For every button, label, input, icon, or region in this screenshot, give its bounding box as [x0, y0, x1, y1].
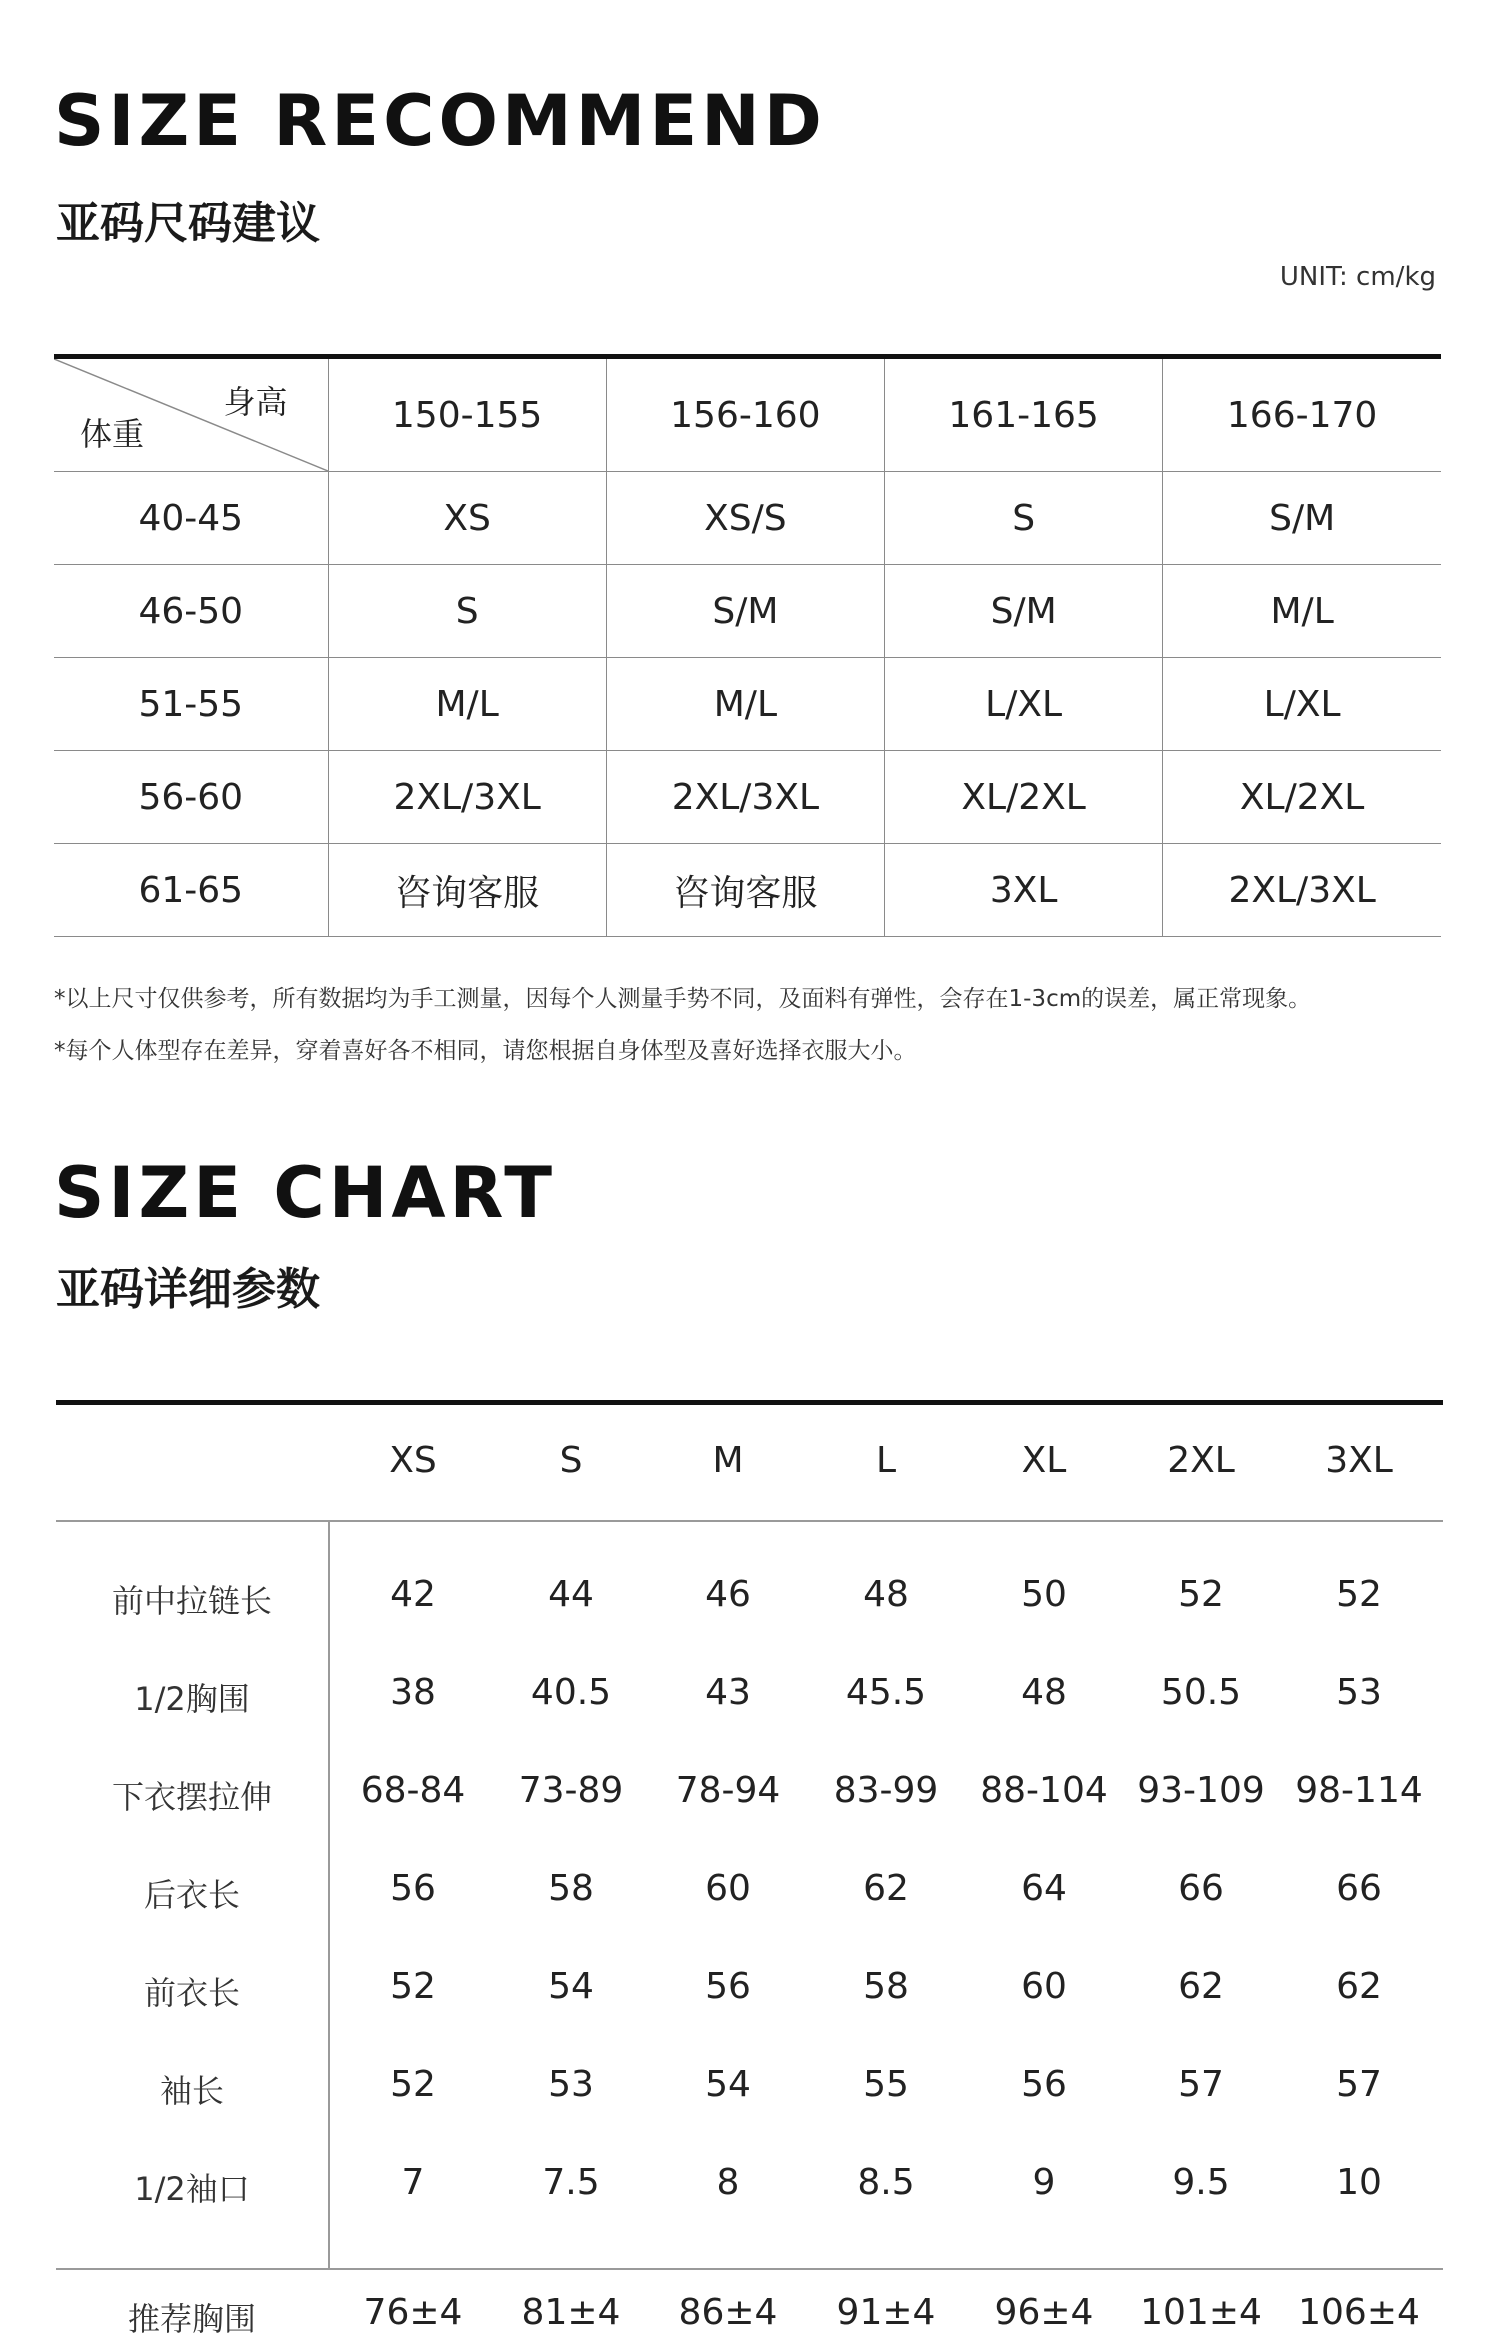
- size-cell: S: [328, 565, 606, 658]
- table-cell: 53: [548, 2064, 594, 2105]
- table-cell: 53: [1336, 1672, 1382, 1713]
- table-cell: 96±4: [994, 2292, 1094, 2333]
- table-cell: 43: [705, 1672, 751, 1713]
- table-cell: 52: [1178, 1574, 1224, 1615]
- recommend-notes: [54, 973, 1311, 1077]
- table-cell: 10: [1336, 2162, 1382, 2203]
- table-cell: 54: [548, 1966, 594, 2007]
- weight-cell: 51-55: [54, 658, 328, 751]
- table-cell: 106±4: [1298, 2292, 1420, 2333]
- row-label: 1/2胸围: [134, 1680, 250, 1718]
- table-cell: 78-94: [675, 1770, 781, 1811]
- table-cell: 44: [548, 1574, 594, 1615]
- size-cell: M/L: [328, 658, 606, 751]
- size-cell: XS: [328, 472, 606, 565]
- table-cell: 8.5: [857, 2162, 915, 2203]
- height-header: 161-165: [885, 357, 1163, 472]
- row-label: 前中拉链长: [111, 1582, 272, 1620]
- size-cell: S/M: [885, 565, 1163, 658]
- size-header: L: [875, 1440, 897, 1481]
- chart-label-divider: [328, 1520, 330, 2270]
- size-header: XS: [389, 1440, 437, 1481]
- table-cell: 48: [1021, 1672, 1067, 1713]
- table-cell: 76±4: [363, 2292, 463, 2333]
- corner-cell: [54, 357, 328, 472]
- size-header: XL: [1021, 1440, 1067, 1481]
- size-cell: M/L: [606, 658, 884, 751]
- row-label: 后衣长: [143, 1876, 240, 1914]
- size-cell: 2XL/3XL: [1163, 844, 1441, 937]
- table-cell: 58: [548, 1868, 594, 1909]
- table-cell: 52: [390, 2064, 436, 2105]
- table-cell: 56: [390, 1868, 436, 1909]
- unit-label: UNIT: cm/kg: [1279, 262, 1436, 292]
- table-cell: 101±4: [1140, 2292, 1262, 2333]
- table-cell: 83-99: [833, 1770, 939, 1811]
- chart-row-rule: [56, 2268, 1443, 2270]
- row-label: 下衣摆拉伸: [111, 1778, 272, 1816]
- table-cell: 38: [390, 1672, 436, 1713]
- table-cell: 66: [1336, 1868, 1382, 1909]
- table-cell: 50.5: [1160, 1672, 1242, 1713]
- size-header: S: [559, 1440, 583, 1481]
- row-label: 推荐胸围: [127, 2300, 256, 2338]
- table-cell: 60: [1021, 1966, 1067, 2007]
- table-cell: 86±4: [678, 2292, 778, 2333]
- table-cell: 66: [1178, 1868, 1224, 1909]
- size-cell: 2XL/3XL: [328, 751, 606, 844]
- note-line: *以上尺寸仅供参考，所有数据均为手工测量，因每个人测量手势不同，及面料有弹性，会存在1-3cm的误差，属正常现象。: [54, 986, 1312, 1012]
- table-cell: 91±4: [836, 2292, 936, 2333]
- table-cell: 58: [863, 1966, 909, 2007]
- table-cell: 81±4: [521, 2292, 621, 2333]
- size-recommend-table: [54, 354, 1441, 937]
- weight-cell: 40-45: [54, 472, 328, 565]
- table-cell: 40.5: [530, 1672, 612, 1713]
- size-cell: S/M: [1163, 472, 1441, 565]
- height-header: 166-170: [1163, 357, 1441, 472]
- corner-height-label: 身高: [223, 383, 288, 421]
- table-cell: 9.5: [1172, 2162, 1230, 2203]
- table-cell: 64: [1021, 1868, 1067, 1909]
- table-row: [54, 472, 1441, 565]
- table-cell: 54: [705, 2064, 751, 2105]
- table-cell: 46: [705, 1574, 751, 1615]
- table-cell: 42: [390, 1574, 436, 1615]
- table-row: [54, 751, 1441, 844]
- chart-top-rule: [56, 1400, 1443, 1405]
- table-row: [54, 565, 1441, 658]
- table-cell: 55: [863, 2064, 909, 2105]
- height-header: 156-160: [606, 357, 884, 472]
- weight-cell: 61-65: [54, 844, 328, 937]
- size-cell: 咨询客服: [606, 844, 884, 937]
- table-cell: 7: [401, 2162, 425, 2203]
- size-cell: XS/S: [606, 472, 884, 565]
- recommend-title-cn: 亚码尺码建议: [56, 198, 320, 249]
- size-cell: S: [885, 472, 1163, 565]
- size-cell: XL/2XL: [1163, 751, 1441, 844]
- note-line: *每个人体型存在差异，穿着喜好各不相同，请您根据自身体型及喜好选择衣服大小。: [54, 1038, 917, 1064]
- size-cell: 咨询客服: [328, 844, 606, 937]
- chart-title-en: SIZE CHART: [54, 1152, 557, 1234]
- row-label: 袖长: [159, 2072, 224, 2110]
- size-cell: L/XL: [885, 658, 1163, 751]
- table-cell: 62: [1336, 1966, 1382, 2007]
- table-cell: 62: [863, 1868, 909, 1909]
- table-cell: 7.5: [542, 2162, 600, 2203]
- size-cell: M/L: [1163, 565, 1441, 658]
- size-cell: 3XL: [885, 844, 1163, 937]
- table-row: [54, 844, 1441, 937]
- table-cell: 73-89: [518, 1770, 624, 1811]
- size-cell: L/XL: [1163, 658, 1441, 751]
- weight-cell: 56-60: [54, 751, 328, 844]
- recommend-title-en: SIZE RECOMMEND: [54, 80, 826, 162]
- table-cell: 9: [1032, 2162, 1056, 2203]
- size-header: M: [712, 1440, 744, 1481]
- size-cell: 2XL/3XL: [606, 751, 884, 844]
- table-cell: 88-104: [980, 1770, 1108, 1811]
- chart-header-rule: [56, 1520, 1443, 1522]
- height-header: 150-155: [328, 357, 606, 472]
- row-label: 1/2袖口: [134, 2170, 250, 2208]
- table-cell: 60: [705, 1868, 751, 1909]
- table-cell: 45.5: [845, 1672, 927, 1713]
- size-header: 2XL: [1167, 1440, 1235, 1481]
- table-cell: 8: [716, 2162, 740, 2203]
- recommend-header-row: [54, 357, 1441, 472]
- table-cell: 50: [1021, 1574, 1067, 1615]
- weight-cell: 46-50: [54, 565, 328, 658]
- table-cell: 56: [1021, 2064, 1067, 2105]
- table-cell: 56: [705, 1966, 751, 2007]
- size-cell: S/M: [606, 565, 884, 658]
- size-header: 3XL: [1325, 1440, 1393, 1481]
- table-row: [54, 658, 1441, 751]
- table-cell: 62: [1178, 1966, 1224, 2007]
- table-cell: 57: [1178, 2064, 1224, 2105]
- row-label: 前衣长: [143, 1974, 240, 2012]
- size-cell: XL/2XL: [885, 751, 1163, 844]
- chart-title-cn: 亚码详细参数: [56, 1264, 320, 1315]
- table-cell: 68-84: [360, 1770, 466, 1811]
- table-cell: 48: [863, 1574, 909, 1615]
- corner-weight-label: 体重: [80, 415, 145, 453]
- table-cell: 93-109: [1137, 1770, 1265, 1811]
- table-cell: 57: [1336, 2064, 1382, 2105]
- table-cell: 52: [390, 1966, 436, 2007]
- table-cell: 98-114: [1295, 1770, 1423, 1811]
- table-cell: 52: [1336, 1574, 1382, 1615]
